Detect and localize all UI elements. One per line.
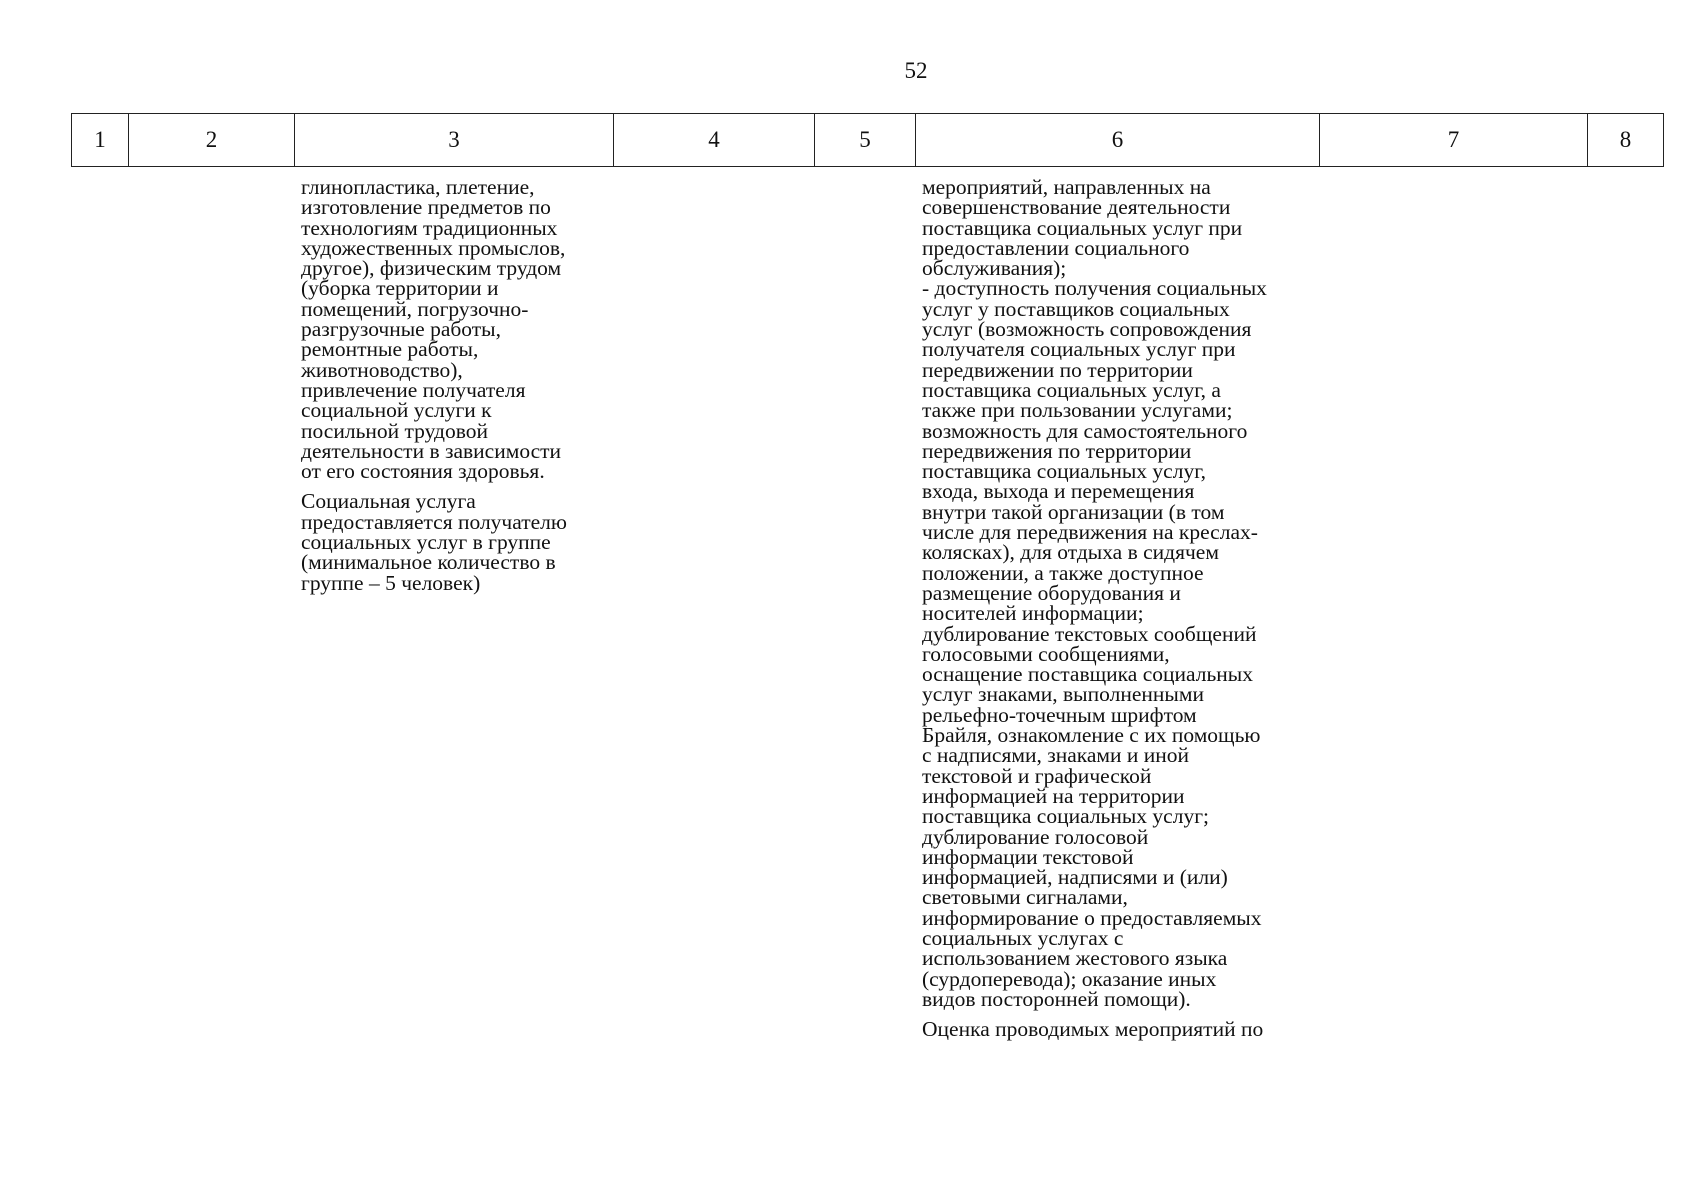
text-line: деятельности в зависимости — [301, 438, 562, 463]
text-line: рельефно-точечным шрифтом — [922, 702, 1197, 727]
text-line: предоставляется получателю — [301, 509, 567, 534]
text-line: поставщика социальных услуг при — [922, 215, 1243, 240]
text-line: с надписями, знаками и иной — [922, 743, 1190, 768]
text-line: социальных услуг в группе — [301, 530, 551, 555]
text-line: текстовой и графической — [922, 763, 1152, 788]
column-number-cell: 1 — [72, 114, 129, 167]
column-number-cell: 8 — [1588, 114, 1664, 167]
column-3-text — [301, 177, 567, 603]
text-line: дублирование текстовых сообщений — [922, 621, 1257, 646]
text-line: Социальная услуга — [301, 489, 476, 514]
text-line: другое), физическим трудом — [301, 256, 562, 281]
column-3-paragraph — [301, 175, 567, 484]
text-line: - доступность получения социальных — [922, 276, 1267, 301]
text-line: входа, выхода и перемещения — [922, 479, 1195, 504]
text-line: передвижении по территории — [922, 357, 1193, 382]
text-line: голосовыми сообщениями, — [922, 641, 1170, 666]
text-line: внутри такой организации (в том — [922, 499, 1225, 524]
text-line: совершенствование деятельности — [922, 195, 1231, 220]
text-line: колясках), для отдыха в сидячем — [922, 540, 1219, 565]
header-row — [72, 114, 1664, 167]
text-line: информирование о предоставляемых — [922, 905, 1262, 930]
text-line: Брайля, ознакомление с их помощью — [922, 723, 1261, 748]
text-line: также при пользовании услугами; — [922, 398, 1233, 423]
text-line: передвижения по территории — [922, 438, 1192, 463]
text-line: оснащение поставщика социальных — [922, 662, 1253, 687]
text-line: размещение оборудования и — [922, 580, 1181, 605]
text-line: обслуживания); — [922, 256, 1067, 281]
text-line: дублирование голосовой — [922, 824, 1149, 849]
text-line: животноводство), — [301, 357, 463, 382]
text-line: поставщика социальных услуг, — [922, 459, 1206, 484]
text-line: поставщика социальных услуг; — [922, 804, 1209, 829]
text-line: информации текстовой — [922, 844, 1134, 869]
text-line: художественных промыслов, — [301, 235, 566, 260]
text-line: услуг у поставщиков социальных — [922, 296, 1230, 321]
page-number: 52 — [904, 58, 928, 83]
text-line: привлечение получателя — [301, 377, 526, 402]
text-line: получателя социальных услуг при — [922, 337, 1236, 362]
text-line: числе для передвижения на креслах- — [922, 520, 1258, 545]
text-line: услуг знаками, выполненными — [922, 682, 1204, 707]
text-line: изготовление предметов по — [301, 195, 551, 220]
column-number-cell: 3 — [295, 114, 614, 167]
text-line: глинопластика, плетение, — [301, 175, 535, 199]
column-number-cell: 4 — [614, 114, 815, 167]
text-line: поставщика социальных услуг, а — [922, 377, 1221, 402]
column-6-paragraph — [922, 1017, 1267, 1042]
column-3-paragraph — [301, 489, 567, 595]
text-line: видов посторонней помощи). — [922, 986, 1191, 1011]
text-line: (уборка территории и — [301, 276, 499, 301]
column-number-cell: 6 — [916, 114, 1320, 167]
column-number-cell: 7 — [1320, 114, 1588, 167]
text-line: использованием жестового языка — [922, 946, 1228, 971]
column-6-paragraph — [922, 177, 1267, 1009]
column-number-cell: 2 — [129, 114, 295, 167]
text-line: носителей информации; — [922, 601, 1144, 626]
text-line: положении, а также доступное — [922, 560, 1204, 585]
column-number-header — [71, 113, 1664, 167]
text-line: Оценка проводимых мероприятий по — [922, 1017, 1264, 1042]
text-line: социальной услуги к — [301, 398, 492, 423]
text-line: разгрузочные работы, — [301, 317, 501, 342]
text-line: технологиям традиционных — [301, 215, 558, 240]
text-line: услуг (возможность сопровождения — [922, 317, 1252, 342]
text-line: социальных услугах с — [922, 925, 1124, 950]
text-line: (сурдоперевода); оказание иных — [922, 966, 1217, 991]
text-line: группе – 5 человек) — [301, 570, 481, 595]
text-line: ремонтные работы, — [301, 337, 479, 362]
column-number-cell: 5 — [815, 114, 916, 167]
column-6-text — [922, 177, 1267, 1049]
text-line: возможность для самостоятельного — [922, 418, 1248, 443]
text-line: мероприятий, направленных на — [922, 175, 1211, 199]
text-line: от его состояния здоровья. — [301, 459, 545, 484]
text-line: помещений, погрузочно- — [301, 296, 529, 321]
text-line: предоставлении социального — [922, 235, 1190, 260]
text-line: посильной трудовой — [301, 418, 488, 443]
text-line: информацией на территории — [922, 783, 1185, 808]
text-line: информацией, надписями и (или) — [922, 865, 1228, 890]
text-line: световыми сигналами, — [922, 885, 1128, 910]
text-line: (минимальное количество в — [301, 550, 556, 575]
